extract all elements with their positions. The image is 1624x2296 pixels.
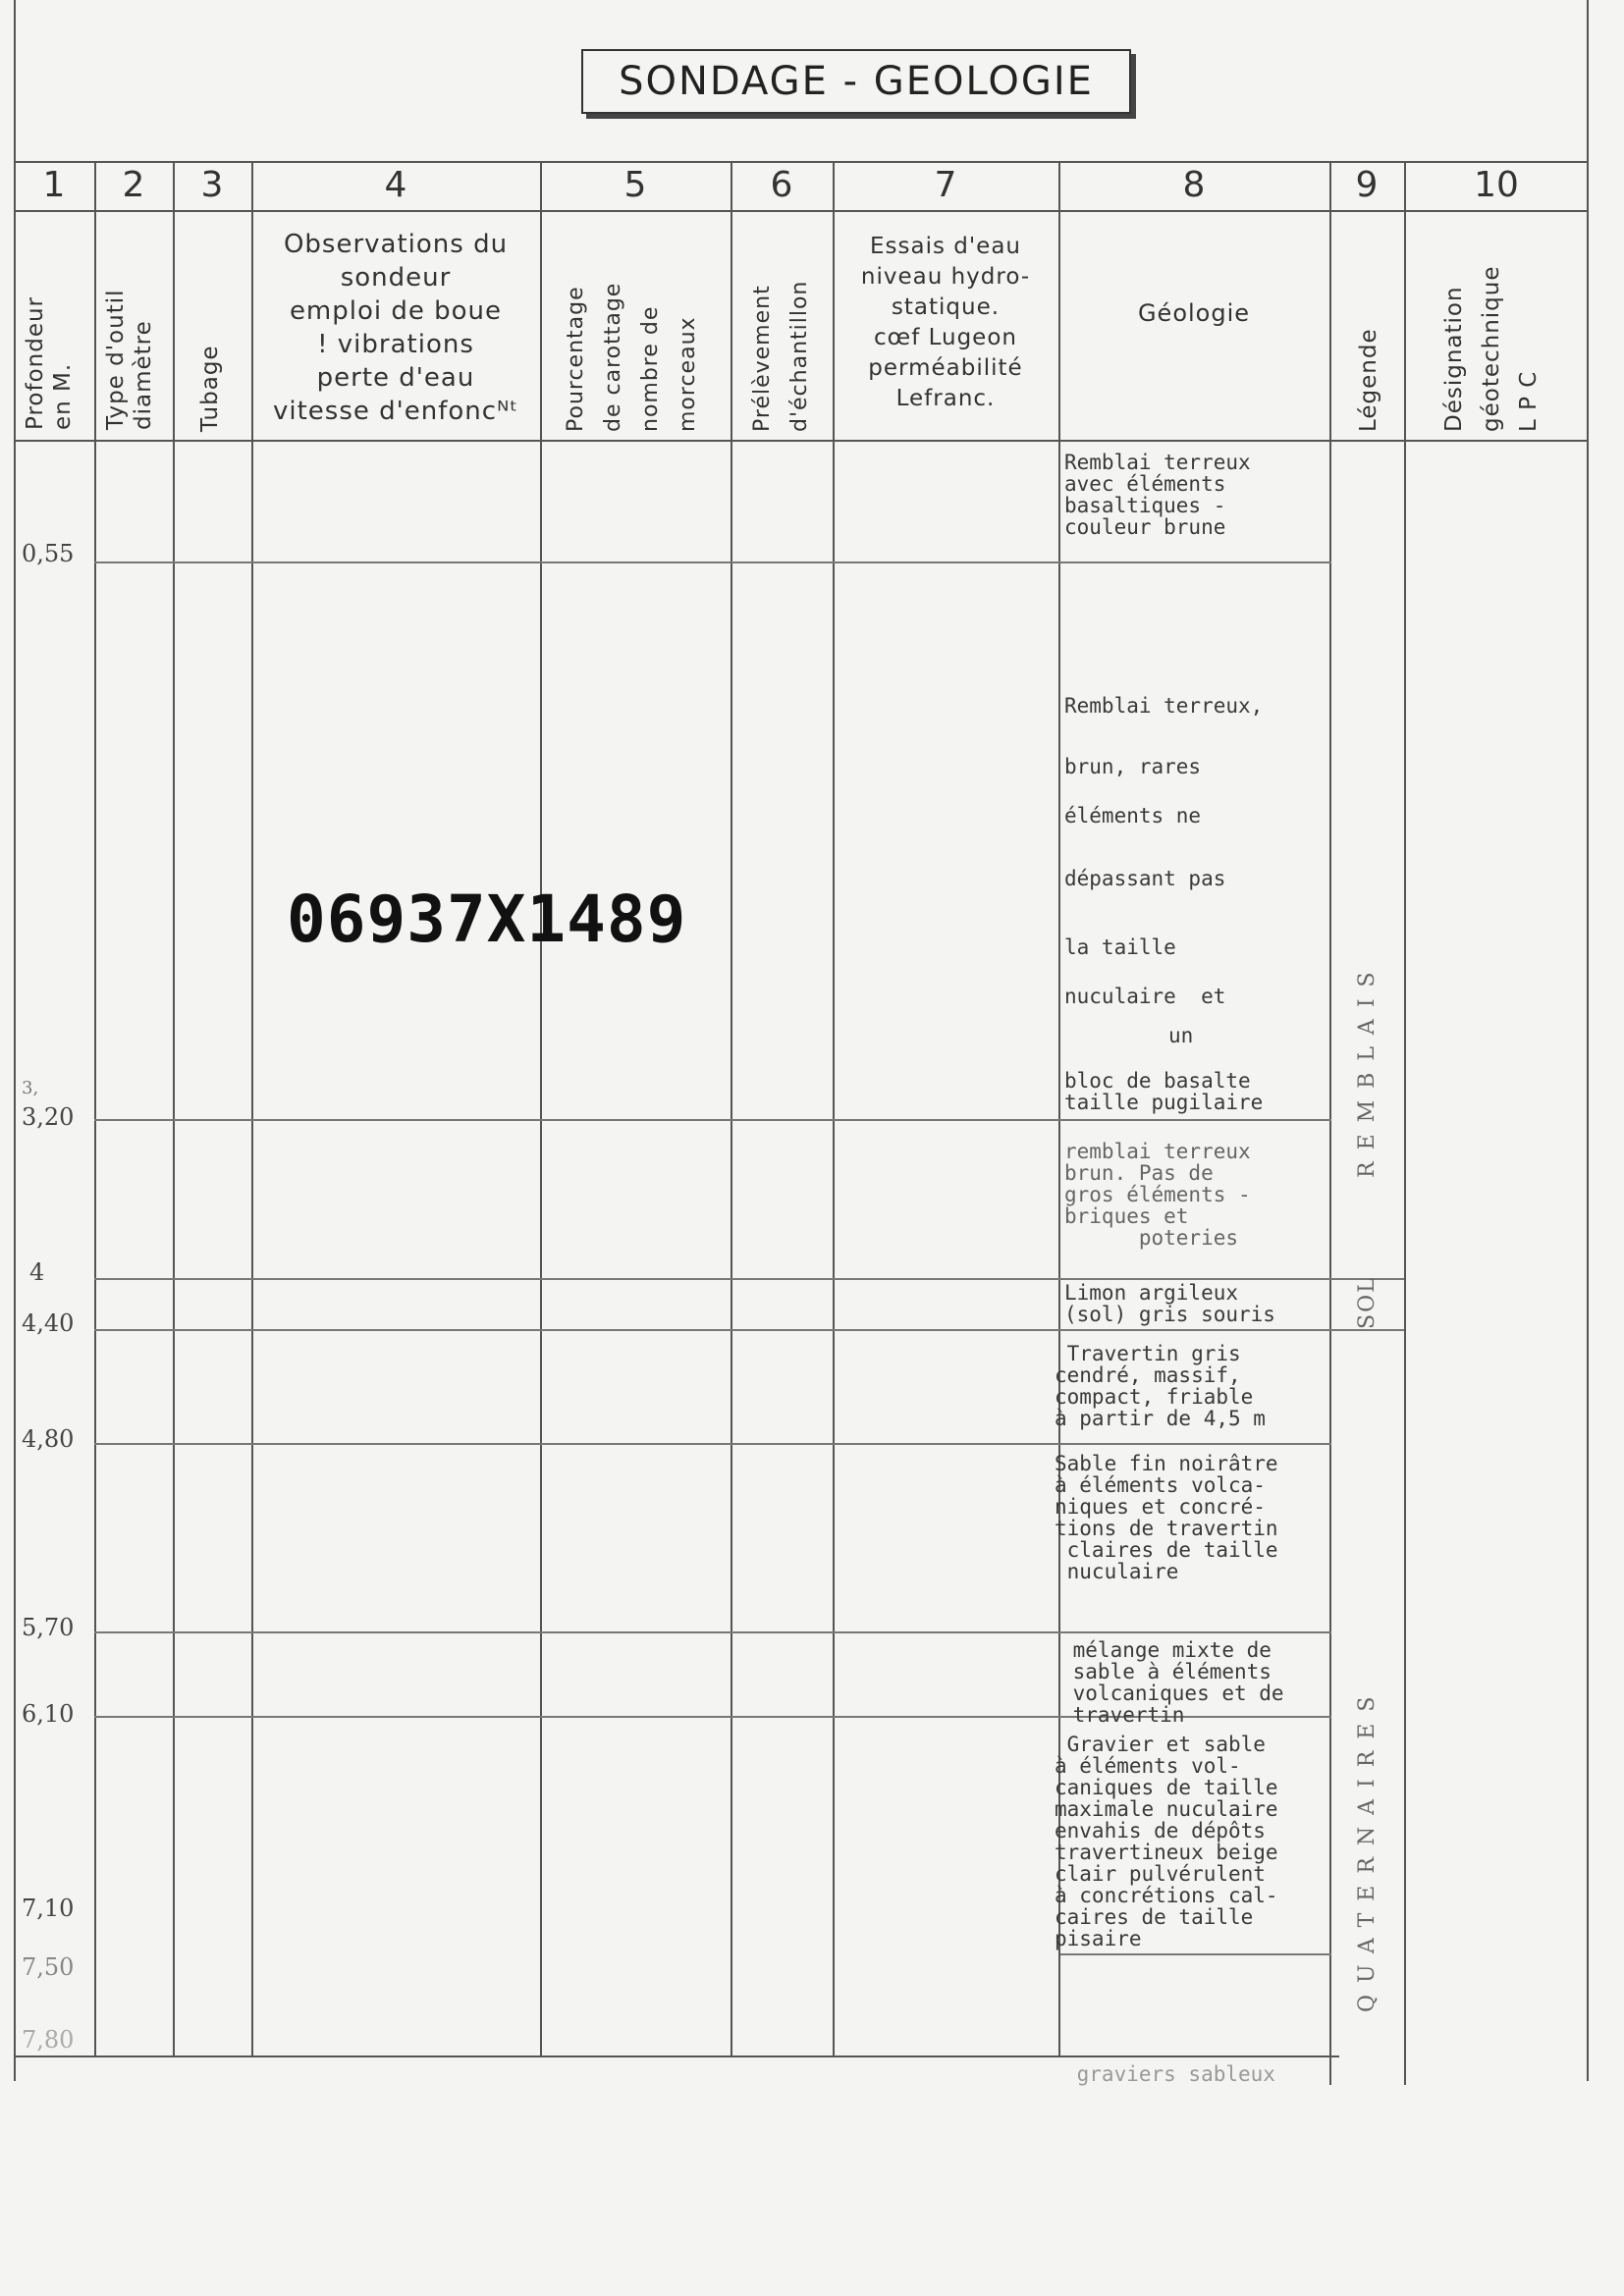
column-number: 8 — [1182, 165, 1206, 205]
geology-text: brun, rares — [1064, 755, 1202, 778]
depth-marker: 5,70 — [22, 1614, 75, 1641]
legend-label: QUATERNAIRES — [1355, 1684, 1380, 2012]
col-sep-9 — [1404, 161, 1406, 2085]
depth-marker: 7,10 — [22, 1895, 75, 1922]
geology-text: un — [1168, 1024, 1194, 1047]
depth-marker: 0,55 — [22, 540, 75, 567]
table-bottom-rule — [14, 2056, 1339, 2057]
geology-text: mélange mixte de sable à éléments volcaniques et de travertin — [1072, 1638, 1284, 1727]
column-header-geology: Géologie — [1137, 299, 1251, 327]
column-number: 6 — [770, 165, 793, 205]
column-header-sample: Prélèvement d'échantillon — [750, 280, 812, 432]
column-header-water-tests: Essais d'eau niveau hydro- statique. cœf Lugeon perméabilité Lefranc. — [860, 234, 1031, 411]
geology-text: Sable fin noirâtre à éléments volca- niques et concré- tions de travertin claires de taille nuculaire — [1055, 1452, 1278, 1583]
header-bottom-rule — [14, 440, 1589, 442]
layer-line — [94, 1631, 1331, 1633]
geology-text: Gravier et sable à éléments vol- caniques de taille maximale nuculaire envahis de dépôts travertineux beige clair pulvérulent à concrétions cal- caires de taille pisaire — [1055, 1733, 1278, 1950]
geology-text: la taille — [1064, 935, 1176, 959]
geology-text: graviers sableux — [1064, 2062, 1275, 2086]
depth-marker: 6,10 — [22, 1700, 75, 1728]
column-number: 3 — [200, 165, 224, 205]
geology-text: bloc de basalte taille pugilaire — [1064, 1069, 1264, 1114]
column-header-designation: Désignation géotechnique L P C — [1441, 265, 1542, 432]
layer-line — [94, 561, 1331, 563]
column-number: 5 — [623, 165, 647, 205]
depth-marker: 7,80 — [22, 2026, 75, 2054]
column-number: 7 — [934, 165, 957, 205]
layer-line — [94, 1119, 1331, 1121]
column-number: 10 — [1474, 165, 1519, 205]
column-header-depth: Profondeur en M. — [23, 295, 76, 430]
column-number: 2 — [122, 165, 145, 205]
geology-text: Remblai terreux, — [1064, 694, 1264, 718]
depth-marker: 4,40 — [22, 1309, 75, 1337]
colnum-rule — [14, 210, 1589, 212]
depth-marker: 3,20 — [22, 1103, 75, 1131]
right-border — [1587, 0, 1589, 2081]
geology-text: Travertin gris cendré, massif, compact, friable à partir de 4,5 m — [1055, 1342, 1266, 1430]
column-header-casing: Tubage — [197, 345, 223, 432]
layer-line — [1060, 1953, 1331, 1955]
geology-text: Limon argileux (sol) gris souris — [1064, 1281, 1275, 1326]
depth-marker: 7,50 — [22, 1953, 75, 1981]
col-sep-4 — [540, 161, 542, 2056]
column-number: 1 — [42, 165, 66, 205]
column-header-tool: Type d'outil diamètre — [103, 289, 156, 430]
geology-text: dépassant pas — [1064, 867, 1226, 890]
col-sep-2 — [173, 161, 175, 2056]
document-stamp: 06937X1489 — [287, 881, 687, 957]
table-top-rule — [14, 161, 1589, 163]
layer-line — [94, 1443, 1331, 1445]
layer-line — [94, 1329, 1404, 1331]
geology-text: éléments ne — [1064, 804, 1202, 828]
geology-text: Remblai terreux avec éléments basaltiques - couleur brune — [1064, 451, 1251, 539]
depth-note: 3, — [22, 1078, 39, 1098]
col-sep-3 — [251, 161, 253, 2056]
left-border — [14, 0, 16, 2081]
column-number: 4 — [384, 165, 407, 205]
col-sep-6 — [833, 161, 835, 2056]
layer-line — [94, 1278, 1404, 1280]
depth-marker: 4 — [29, 1258, 45, 1286]
legend-label: REMBLAIS — [1355, 960, 1380, 1178]
geology-text: remblai terreux brun. Pas de gros éléments - briques et poteries — [1064, 1140, 1251, 1250]
legend-label: SOL — [1355, 1276, 1380, 1329]
page-title: SONDAGE - GEOLOGIE — [581, 49, 1131, 114]
depth-marker: 4,80 — [22, 1425, 75, 1453]
geology-text: nuculaire et — [1064, 985, 1226, 1008]
col-sep-5 — [731, 161, 732, 2056]
column-number: 9 — [1355, 165, 1379, 205]
column-header-coring: Pourcentage de carottage nombre de morceaux — [564, 282, 700, 432]
col-sep-1 — [94, 161, 96, 2056]
column-header-observations: Observations du sondeur emploi de boue ! vibrations perte d'eau vitesse d'enfoncᴺᵗ — [272, 230, 519, 426]
col-sep-8 — [1329, 161, 1331, 2085]
column-header-legend: Légende — [1356, 328, 1381, 432]
